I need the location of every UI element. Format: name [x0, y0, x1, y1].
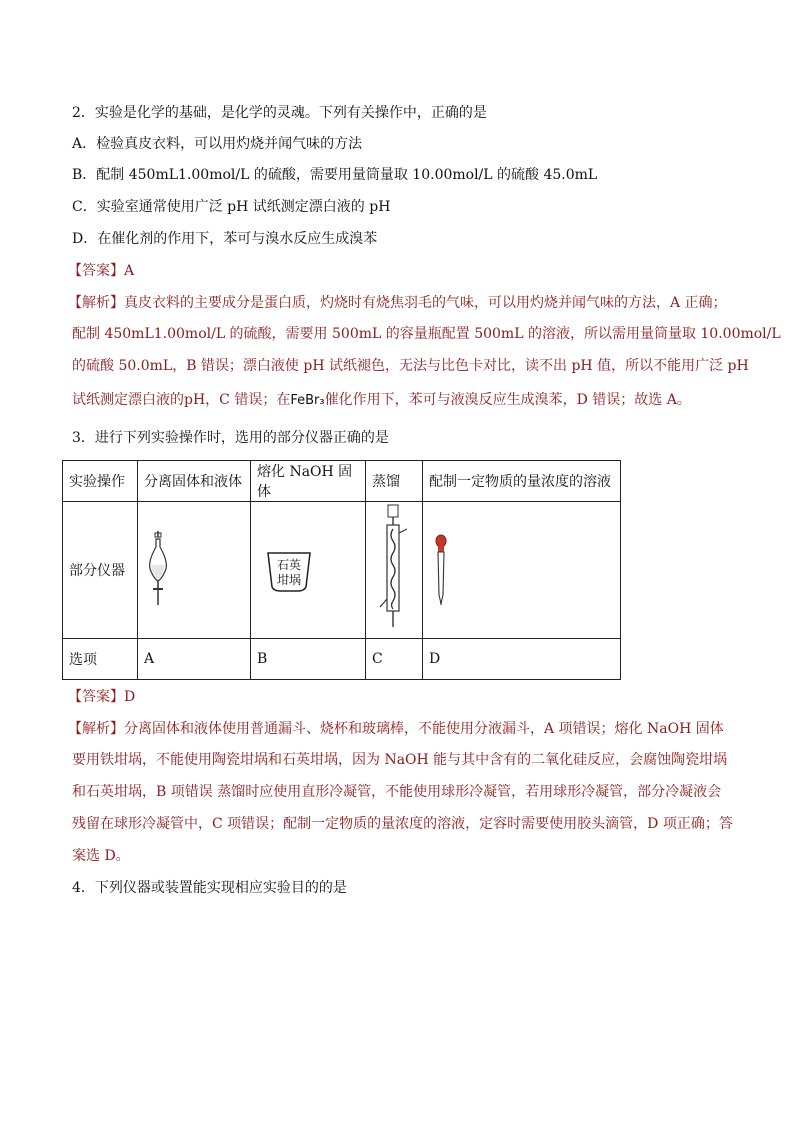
- q3-analysis-line-1: 【解析】分离固体和液体使用普通漏斗、烧杯和玻璃棒，不能使用分液漏斗，A 项错误；熔化 NaOH 固体: [68, 721, 724, 737]
- crucible-label-2: 坩埚: [276, 573, 302, 587]
- crucible-label-1: 石英: [276, 558, 302, 572]
- q3-analysis-line-2: 要用铁坩埚，不能使用陶瓷坩埚和石英坩埚，因为 NaOH 能与其中含有的二氧化硅反应，会腐蚀陶瓷坩埚: [72, 752, 728, 768]
- option-cell: D: [423, 639, 621, 680]
- q3-analysis-line-3: 和石英坩埚，B 项错误 蒸馏时应使用直形冷凝管，不能使用球形冷凝管，若用球形冷凝管，部分冷凝液会: [72, 784, 722, 800]
- header-cell: 配制一定物质的量浓度的溶液: [423, 461, 621, 502]
- q3-analysis-line-5: 案选 D。: [72, 848, 130, 864]
- bulb-condenser-icon: [372, 503, 416, 633]
- separatory-funnel-icon: [144, 503, 244, 633]
- dropper-cell: [423, 502, 621, 639]
- row-label: 部分仪器: [63, 502, 138, 639]
- option-cell: B: [251, 639, 366, 680]
- q3-stem: 3．进行下列实验操作时，选用的部分仪器正确的是: [72, 430, 389, 446]
- answer-value: D: [124, 689, 136, 705]
- header-cell: 实验操作: [63, 461, 138, 502]
- condenser-cell: [366, 502, 423, 639]
- q2-analysis-line-4: 试纸测定漂白液的pH，C 错误；在FeBr₃催化作用下，苯可与液溴反应生成溴苯，D 错误；故选 A。: [72, 392, 691, 408]
- table-header-row: [63, 461, 621, 502]
- q2-option-a: A．检验真皮衣料，可以用灼烧并闻气味的方法: [72, 136, 363, 152]
- answer-tag: 【答案】: [68, 689, 124, 705]
- q2-analysis-line-1: 【解析】真皮衣料的主要成分是蛋白质，灼烧时有烧焦羽毛的气味，可以用灼烧并闻气味的方法，A 正确；: [68, 295, 727, 311]
- q2-answer: [68, 261, 134, 281]
- analysis-tag: 【解析】: [68, 721, 124, 737]
- quartz-crucible-icon: [257, 503, 359, 633]
- header-cell: 熔化 NaOH 固体: [251, 461, 366, 502]
- option-cell: C: [366, 639, 423, 680]
- q2-analysis-line-3: 的硫酸 50.0mL，B 错误；漂白液使 pH 试纸褪色，无法与比色卡对比，读不出 pH 值，所以不能用广泛 pH: [72, 358, 749, 374]
- options-label: 选项: [63, 639, 138, 680]
- analysis-tag: 【解析】: [68, 295, 124, 311]
- q2-analysis-line-2: 配制 450mL1.00mol/L 的硫酸，需要用 500mL 的容量瓶配置 500mL 的溶液，所以需用量筒量取 10.00mol/L: [72, 326, 781, 342]
- apparatus-table: [62, 460, 621, 680]
- header-cell: 蒸馏: [366, 461, 423, 502]
- table-apparatus-row: [63, 502, 621, 639]
- q2-option-d: D．在催化剂的作用下，苯可与溴水反应生成溴苯: [72, 231, 378, 247]
- q3-analysis-line-4: 残留在球形冷凝管中，C 项错误；配制一定物质的量浓度的溶液，定容时需要使用胶头滴管，D 项正确；答: [72, 816, 733, 832]
- q4-stem: 4．下列仪器或装置能实现相应实验目的的是: [72, 880, 347, 896]
- formula-febr3: FeBr₃: [290, 393, 325, 408]
- answer-tag: 【答案】: [68, 263, 124, 279]
- q2-option-b: B．配制 450mL1.00mol/L 的硫酸，需要用量筒量取 10.00mol/L 的硫酸 45.0mL: [72, 167, 598, 183]
- separatory-funnel-cell: [138, 502, 251, 639]
- q2-stem: 2．实验是化学的基础，是化学的灵魂。下列有关操作中，正确的是: [72, 105, 487, 121]
- table-options-row: [63, 639, 621, 680]
- q2-option-c: C．实验室通常使用广泛 pH 试纸测定漂白液的 pH: [72, 199, 391, 215]
- option-cell: A: [138, 639, 251, 680]
- quartz-crucible-cell: [251, 502, 366, 639]
- q3-answer: [68, 687, 135, 707]
- answer-value: A: [124, 263, 135, 279]
- dropper-icon: [429, 503, 614, 633]
- header-cell: 分离固体和液体: [138, 461, 251, 502]
